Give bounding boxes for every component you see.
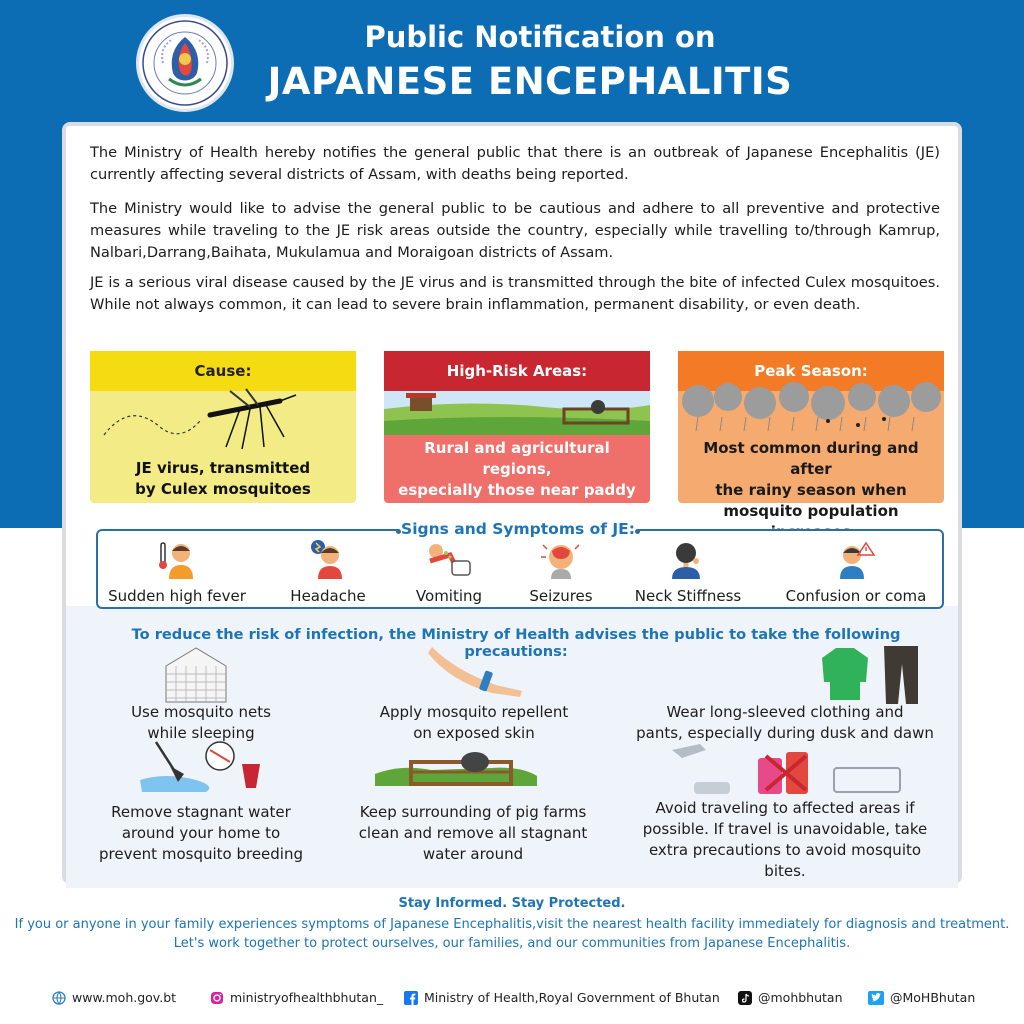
facebook-link[interactable] <box>404 990 720 1005</box>
travel-line-4: bites. <box>764 862 806 880</box>
symptom-label-seizures: Seizures <box>529 587 593 605</box>
tiktok-icon <box>738 991 752 1005</box>
symptom-label-headache: Headache <box>290 587 366 605</box>
footer-line-2: Let's work together to protect ourselves, our families, and our communities from Japanese Encephalitis. <box>173 936 851 951</box>
risk-line-2: especially those near paddy <box>398 481 636 499</box>
twitter-icon <box>868 991 884 1005</box>
peak-season-box <box>678 351 944 520</box>
instagram-link[interactable] <box>210 990 383 1005</box>
repellent-arm-icon <box>426 641 526 701</box>
symptom-label-neck-stiffness: Neck Stiffness <box>634 587 742 605</box>
farm-landscape-icon <box>384 391 650 435</box>
symptom-confusion <box>774 539 938 605</box>
risk-line-1: Rural and agricultural regions, <box>424 439 610 478</box>
website-link[interactable] <box>52 990 176 1005</box>
mosquito-net-icon <box>156 646 236 706</box>
precaution-travel <box>622 798 948 882</box>
tiktok-text: @mohbhutan <box>758 990 843 1005</box>
cause-line-2: by Culex mosquitoes <box>135 480 311 498</box>
long-clothing-icon <box>818 642 928 706</box>
ministry-of-health-seal-icon <box>136 14 234 112</box>
confusion-icon <box>834 539 878 579</box>
high-risk-areas-box <box>384 351 650 520</box>
season-title: Peak Season: <box>678 351 944 391</box>
cause-title: Cause: <box>90 351 356 391</box>
cause-box <box>90 351 356 503</box>
intro-paragraph-2: The Ministry would like to advise the general public to be cautious and adhere to all preventive and protective measures while traveling to the JE risk areas outside the country, especially while travelling to/through Kamrup, Nalbari,Darrang,Baihata, Mukulamua and Moraigoan districts of Assam. <box>90 200 940 261</box>
globe-icon <box>52 991 66 1005</box>
travel-line-2: possible. If travel is unavoidable, take <box>642 820 928 838</box>
repellent-line-2: on exposed skin <box>413 724 535 742</box>
risk-title: High-Risk Areas: <box>384 351 650 391</box>
facebook-icon <box>404 991 418 1005</box>
precaution-stagnant-water <box>80 802 322 865</box>
twitter-link[interactable] <box>868 990 975 1005</box>
contact-links <box>0 978 1024 1018</box>
vomiting-icon <box>424 539 474 579</box>
farms-line-2: clean and remove all stagnant <box>358 824 588 842</box>
instagram-icon <box>210 991 224 1005</box>
season-line-2: the rainy season when <box>715 481 907 499</box>
mosquito-icon <box>90 391 356 451</box>
symptoms-box <box>96 520 944 609</box>
website-text: www.moh.gov.bt <box>72 990 177 1005</box>
symptom-label-vomiting: Vomiting <box>415 587 483 605</box>
headache-icon <box>306 539 350 579</box>
symptom-headache <box>278 539 378 605</box>
symptom-label-fever: Sudden high fever <box>108 587 246 605</box>
farms-line-3: water around <box>422 845 524 863</box>
clothing-line-1: Wear long-sleeved clothing and <box>666 703 904 721</box>
nets-line-2: while sleeping <box>147 724 255 742</box>
footer-message <box>0 896 1024 953</box>
season-line-1: Most common during and after <box>703 439 919 478</box>
precaution-pig-farms <box>342 802 604 865</box>
risk-line-3: fields and pig farms. <box>429 502 605 520</box>
precautions-title: To reduce the risk of infection, the Ministry of Health advises the public to take the following precautions: <box>131 626 901 660</box>
water-line-3: prevent mosquito breeding <box>98 845 303 863</box>
travel-icon <box>666 738 906 798</box>
season-line-3: mosquito population <box>723 502 899 520</box>
intro-paragraph-1: The Ministry of Health hereby notifies the general public that there is an outbreak of Japanese Encephalitis (JE) currently affecting several districts of Assam, with deaths being reported. <box>90 144 940 183</box>
seizures-icon <box>539 539 583 579</box>
pig-farm-icon <box>371 744 541 790</box>
travel-line-3: extra precautions to avoid mosquito <box>648 841 922 859</box>
twitter-text: @MoHBhutan <box>890 990 976 1005</box>
footer-line-1: If you or anyone in your family experiences symptoms of Japanese Encephalitis,visit the nearest health facility immediately for diagnosis and treatment. <box>14 917 1010 932</box>
symptom-fever <box>104 539 250 605</box>
rain-clouds-icon <box>678 391 944 435</box>
precaution-repellent <box>344 702 604 744</box>
facebook-text: Ministry of Health,Royal Government of Bhutan <box>424 990 720 1005</box>
tiktok-link[interactable] <box>738 990 843 1005</box>
stagnant-water-icon <box>136 736 266 794</box>
symptoms-title: Signs and Symptoms of JE: <box>398 520 638 538</box>
precaution-clothing <box>620 702 950 744</box>
symptom-neck-stiffness <box>628 539 748 605</box>
cause-line-1: JE virus, transmitted <box>135 459 311 477</box>
intro-paragraph-3: JE is a serious viral disease caused by the JE virus and is transmitted through the bite of infected Culex mosquitoes. While not always common, it can lead to severe brain inflammation, permanent disability, or even death. <box>90 274 940 313</box>
farms-line-1: Keep surrounding of pig farms <box>359 803 587 821</box>
title-line-1: Public Notification on <box>364 20 716 54</box>
symptom-label-confusion: Confusion or coma <box>785 587 927 605</box>
symptom-seizures <box>516 539 606 605</box>
symptom-vomiting <box>404 539 494 605</box>
stay-informed-text: Stay Informed. Stay Protected. <box>398 896 626 911</box>
clothing-line-2: pants, especially during dusk and dawn <box>636 724 934 742</box>
water-line-1: Remove stagnant water <box>111 803 291 821</box>
neck-stiffness-icon <box>666 539 710 579</box>
travel-line-1: Avoid traveling to affected areas if <box>655 799 915 817</box>
notification-card <box>62 122 962 884</box>
title-line-2: JAPANESE ENCEPHALITIS <box>267 60 793 103</box>
repellent-line-1: Apply mosquito repellent <box>379 703 569 721</box>
instagram-text: ministryofhealthbhutan_ <box>230 990 384 1005</box>
nets-line-1: Use mosquito nets <box>131 703 271 721</box>
water-line-2: around your home to <box>121 824 281 842</box>
precaution-nets <box>86 702 316 744</box>
fever-icon <box>155 539 199 579</box>
